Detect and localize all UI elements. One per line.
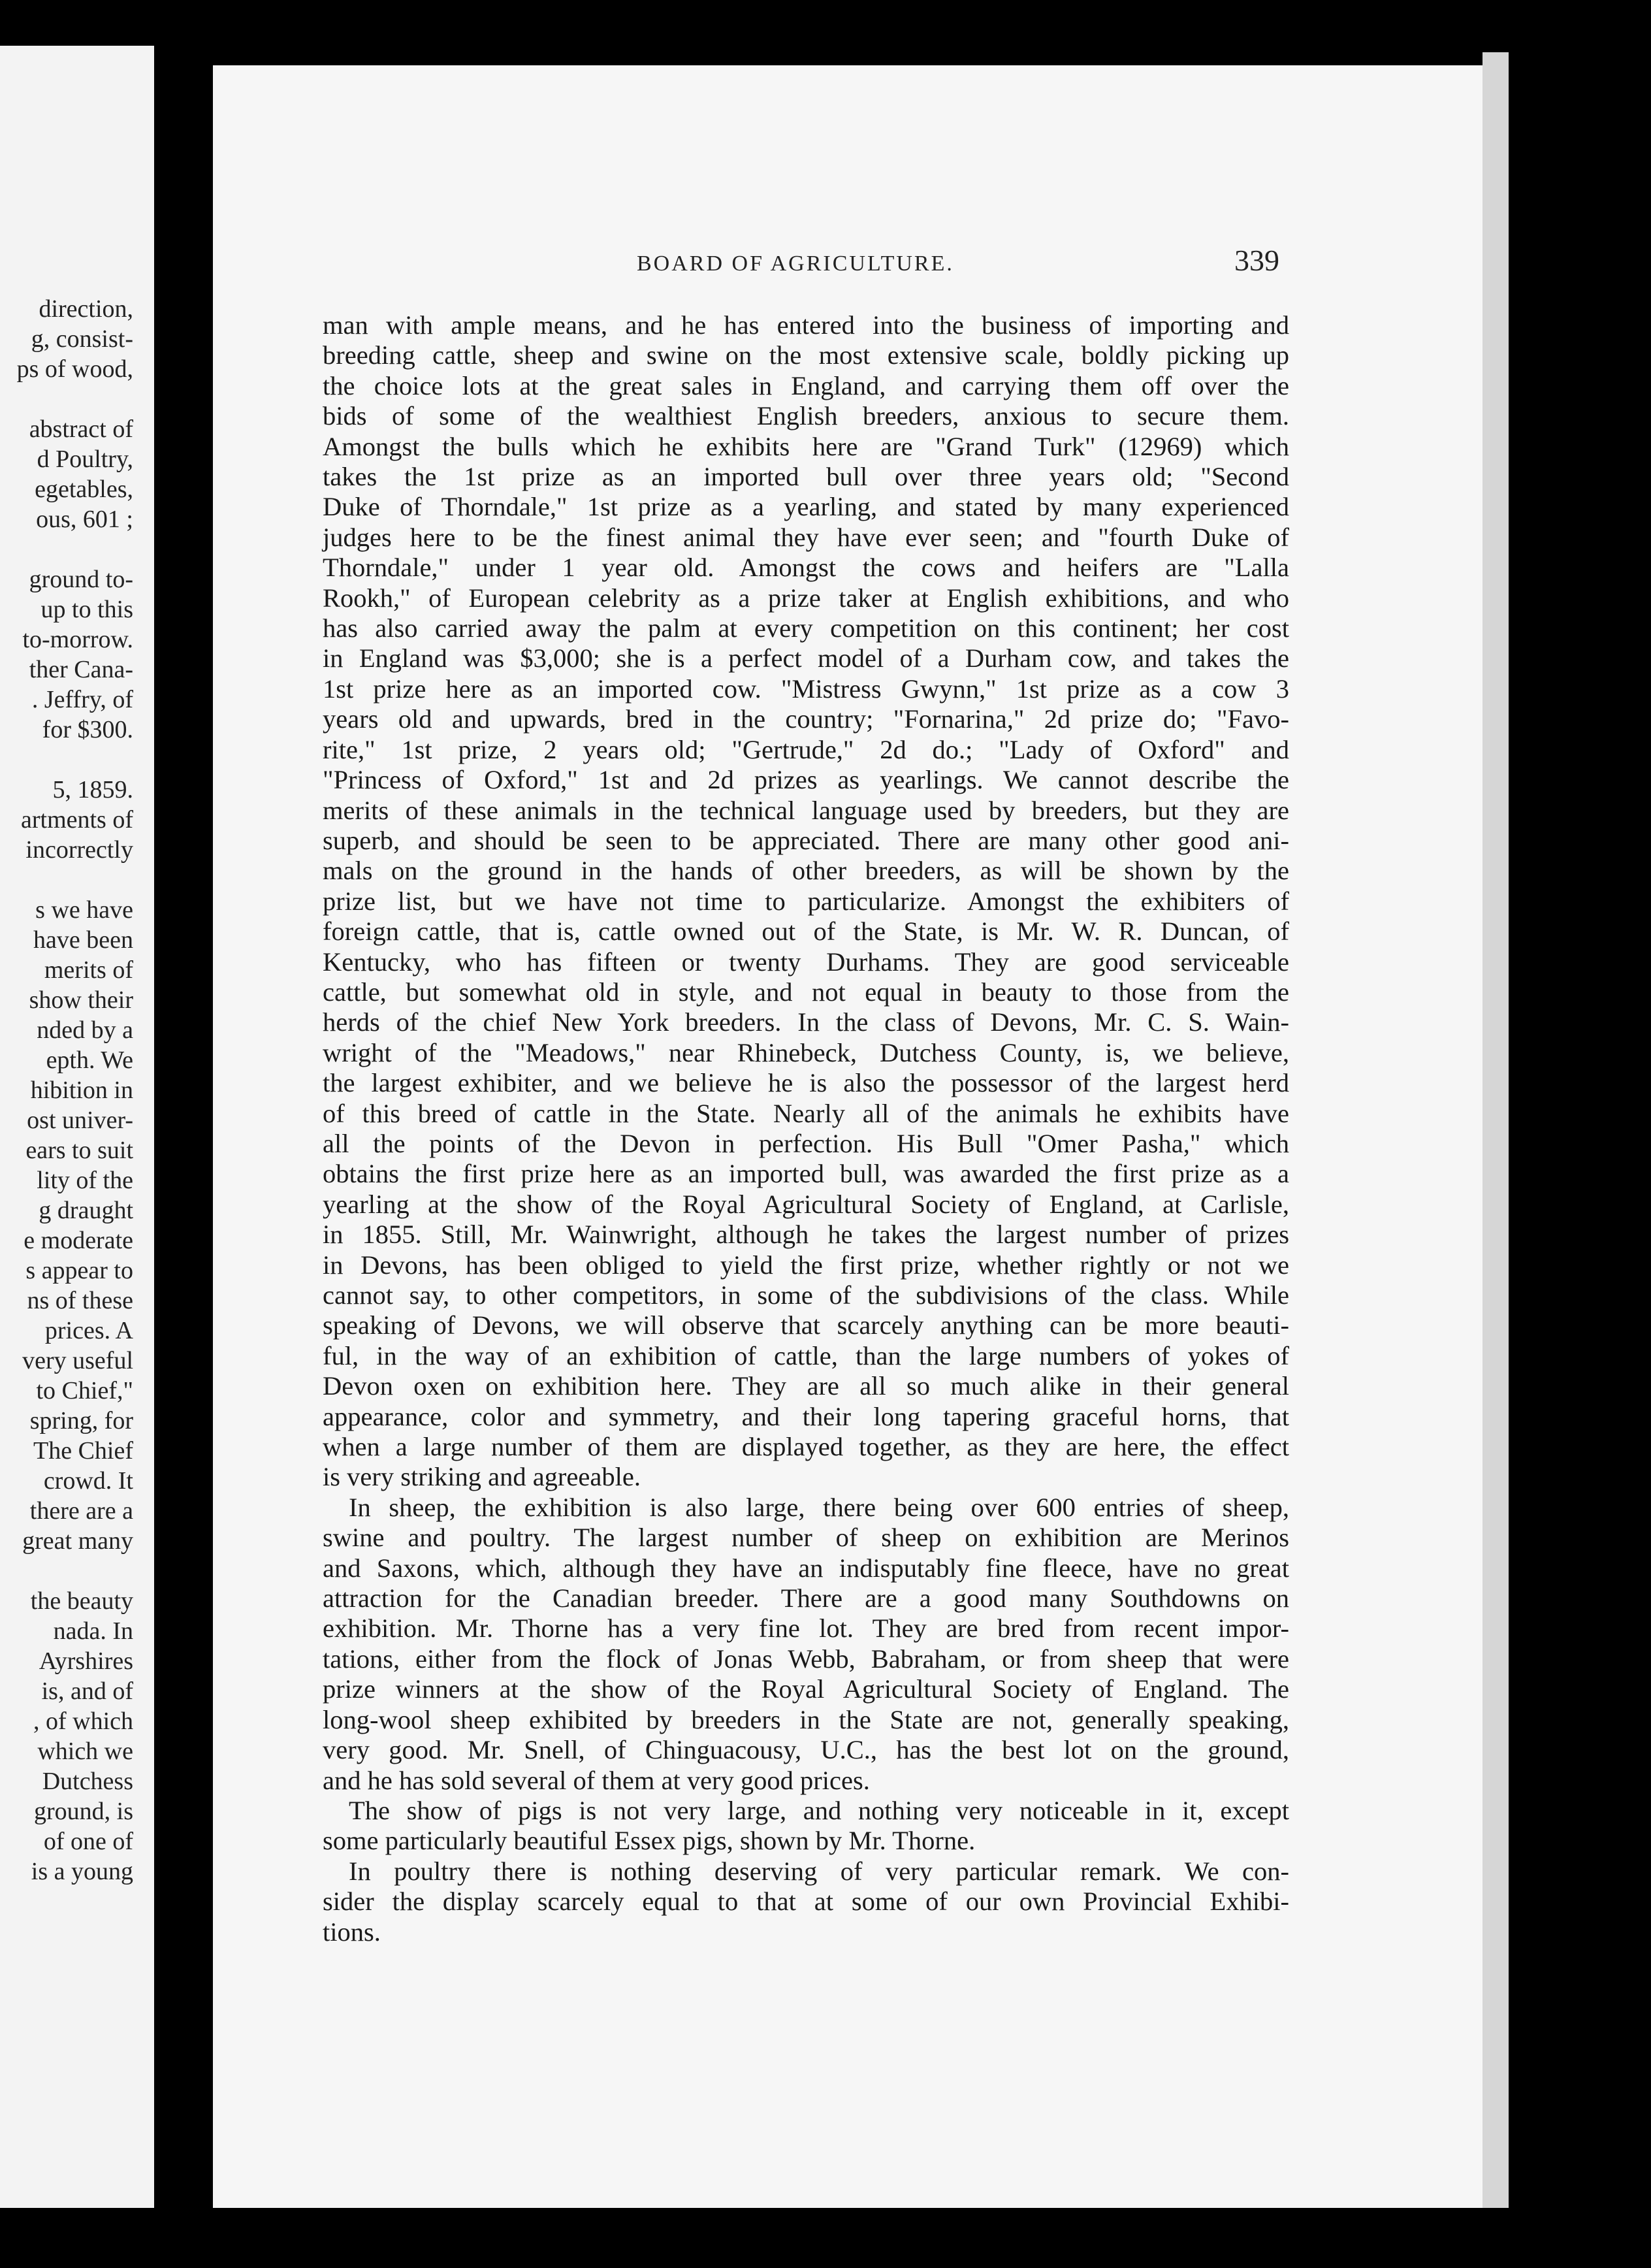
text-line: judges here to be the finest animal they have ever seen; and "fourth Duke of xyxy=(323,522,1289,552)
previous-page-fragment xyxy=(0,46,154,2208)
previous-page-line: for $300. xyxy=(42,716,133,743)
previous-page-line: the beauty xyxy=(30,1587,133,1615)
text-line: Kentucky, who has fifteen or twenty Durhams. They are good serviceable xyxy=(323,947,1289,977)
previous-page-line: , of which xyxy=(33,1708,133,1735)
text-line: sider the display scarcely equal to that at some of our own Provincial Exhibi- xyxy=(323,1887,1289,1917)
previous-page-line: ps of wood, xyxy=(16,355,133,383)
text-line: obtains the first prize here as an imported bull, was awarded the first prize as a xyxy=(323,1159,1289,1189)
text-line: superb, and should be seen to be appreciated. There are many other good ani- xyxy=(323,825,1289,855)
previous-page-line: ears to suit xyxy=(25,1137,133,1164)
previous-page-line: e moderate xyxy=(24,1227,133,1254)
text-line: ful, in the way of an exhibition of cattle, than the large numbers of yokes of xyxy=(323,1340,1289,1370)
text-line: wright of the "Meadows," near Rhinebeck, Dutchess County, is, we believe, xyxy=(323,1037,1289,1067)
text-line: exhibition. Mr. Thorne has a very fine lot. They are bred from recent impor- xyxy=(323,1613,1289,1644)
previous-page-text xyxy=(0,294,133,1887)
previous-page-line: . Jeffry, of xyxy=(31,686,133,713)
previous-page-line: g draught xyxy=(39,1197,133,1224)
previous-page-line: The Chief xyxy=(33,1437,133,1465)
text-line: in England was $3,000; she is a perfect model of a Durham cow, and takes the xyxy=(323,643,1289,673)
text-line: Devon oxen on exhibition here. They are all so much alike in their general xyxy=(323,1371,1289,1401)
text-line: In sheep, the exhibition is also large, there being over 600 entries of sheep, xyxy=(349,1492,1289,1522)
previous-page-line: s we have xyxy=(35,896,133,924)
body-text xyxy=(323,310,1289,1947)
previous-page-line: show their xyxy=(29,986,133,1014)
text-line: cannot say, to other competitors, in some of the subdivisions of the class. While xyxy=(323,1280,1289,1310)
previous-page-line: have been xyxy=(33,926,133,954)
text-line: takes the 1st prize as an imported bull over three years old; "Second xyxy=(323,462,1289,492)
text-line: prize list, but we have not time to particularize. Amongst the exhibiters of xyxy=(323,886,1289,916)
text-line: rite," 1st prize, 2 years old; "Gertrude," 2d do.; "Lady of Oxford" and xyxy=(323,734,1289,764)
text-line: the choice lots at the great sales in England, and carrying them off over the xyxy=(323,370,1289,400)
text-line: of this breed of cattle in the State. Nearly all of the animals he exhibits have xyxy=(323,1098,1289,1128)
text-line: appearance, color and symmetry, and their long tapering graceful horns, that xyxy=(323,1401,1289,1431)
previous-page-line: ground to- xyxy=(29,566,133,593)
text-line: and Saxons, which, although they have an indisputably fine fleece, have no great xyxy=(323,1553,1289,1583)
previous-page-line xyxy=(0,865,133,895)
previous-page-line: abstract of xyxy=(29,415,133,443)
book-gutter xyxy=(154,0,213,2268)
previous-page-line: incorrectly xyxy=(25,836,133,864)
previous-page-line: great many xyxy=(22,1527,133,1555)
text-line: long-wool sheep exhibited by breeders in the State are not, generally speaking, xyxy=(323,1704,1289,1734)
text-line: cattle, but somewhat old in style, and not equal in beauty to those from the xyxy=(323,977,1289,1007)
previous-page-line: egetables, xyxy=(35,476,133,503)
text-line: in Devons, has been obliged to yield the first prize, whether rightly or not we xyxy=(323,1250,1289,1280)
previous-page-line: Ayrshires xyxy=(39,1647,133,1675)
text-line: swine and poultry. The largest number of sheep on exhibition are Merinos xyxy=(323,1523,1289,1553)
previous-page-line xyxy=(0,1556,133,1586)
previous-page-line: epth. We xyxy=(46,1046,133,1074)
previous-page-line: very useful xyxy=(22,1347,133,1374)
previous-page-line: 5, 1859. xyxy=(52,776,133,803)
previous-page-line: to-morrow. xyxy=(22,626,133,653)
text-line: tations, either from the flock of Jonas Webb, Babraham, or from sheep that were xyxy=(323,1644,1289,1674)
previous-page-line: nded by a xyxy=(37,1016,133,1044)
text-line: herds of the chief New York breeders. In the class of Devons, Mr. C. S. Wain- xyxy=(323,1007,1289,1037)
previous-page-line: merits of xyxy=(44,956,133,984)
text-line: Thorndale," under 1 year old. Amongst the cows and heifers are "Lalla xyxy=(323,553,1289,583)
previous-page-line: artments of xyxy=(20,806,133,834)
previous-page-line: is, and of xyxy=(41,1677,133,1705)
text-line: yearling at the show of the Royal Agricultural Society of England, at Carlisle, xyxy=(323,1189,1289,1219)
text-line: when a large number of them are displayed together, as they are here, the effect xyxy=(323,1432,1289,1462)
previous-page-line xyxy=(0,384,133,414)
text-line: has also carried away the palm at every competition on this continent; her cost xyxy=(323,613,1289,643)
text-line: very good. Mr. Snell, of Chinguacousy, U.C., has the best lot on the ground, xyxy=(323,1735,1289,1765)
previous-page-line: ous, 601 ; xyxy=(36,506,133,533)
previous-page-line: lity of the xyxy=(37,1167,133,1194)
previous-page-line: ns of these xyxy=(27,1287,133,1314)
text-line: Duke of Thorndale," 1st prize as a yearling, and stated by many experienced xyxy=(323,492,1289,522)
page-number: 339 xyxy=(1234,244,1279,277)
previous-page-line: prices. A xyxy=(44,1317,133,1344)
previous-page-line xyxy=(0,745,133,775)
text-line: Rookh," of European celebrity as a prize taker at English exhibitions, and who xyxy=(323,583,1289,613)
previous-page-line: hibition in xyxy=(30,1077,133,1104)
previous-page-line: ther Cana- xyxy=(29,656,133,683)
text-line: foreign cattle, that is, cattle owned out of the State, is Mr. W. R. Duncan, of xyxy=(323,916,1289,947)
text-line: speaking of Devons, we will observe that scarcely anything can be more beauti- xyxy=(323,1310,1289,1340)
text-line: in 1855. Still, Mr. Wainwright, although he takes the largest number of prizes xyxy=(323,1220,1289,1250)
previous-page-line: ost univer- xyxy=(27,1107,133,1134)
previous-page-line: direction, xyxy=(39,295,133,323)
page-border-shadow xyxy=(1509,39,1651,2268)
text-line: breeding cattle, sheep and swine on the most extensive scale, boldly picking up xyxy=(323,340,1289,370)
text-line: The show of pigs is not very large, and nothing very noticeable in it, except xyxy=(349,1795,1289,1825)
previous-page-line: g, consist- xyxy=(31,325,133,353)
previous-page-line: up to this xyxy=(40,596,133,623)
text-line: all the points of the Devon in perfection. His Bull "Omer Pasha," which xyxy=(323,1128,1289,1158)
text-line: "Princess of Oxford," 1st and 2d prizes as yearlings. We cannot describe the xyxy=(323,765,1289,795)
text-line: years old and upwards, bred in the country; "Fornarina," 2d prize do; "Favo- xyxy=(323,704,1289,734)
previous-page-line xyxy=(0,534,133,564)
text-line: and he has sold several of them at very good prices. xyxy=(323,1765,870,1795)
previous-page-line: to Chief," xyxy=(36,1377,133,1404)
text-line: merits of these animals in the technical language used by breeders, but they are xyxy=(323,795,1289,825)
previous-page-line: spring, for xyxy=(29,1407,133,1434)
previous-page-line: d Poultry, xyxy=(37,446,133,473)
text-line: bids of some of the wealthiest English breeders, anxious to secure them. xyxy=(323,401,1289,431)
previous-page-line: nada. In xyxy=(53,1617,133,1645)
text-line: Amongst the bulls which he exhibits here are "Grand Turk" (12969) which xyxy=(323,431,1289,461)
page-edge xyxy=(1483,52,1509,2208)
text-line: mals on the ground in the hands of other breeders, as will be shown by the xyxy=(323,856,1289,886)
text-line: attraction for the Canadian breeder. There are a good many Southdowns on xyxy=(323,1583,1289,1613)
running-head: BOARD OF AGRICULTURE. xyxy=(637,251,954,276)
text-line: the largest exhibiter, and we believe he is also the possessor of the largest herd xyxy=(323,1068,1289,1098)
previous-page-line: Dutchess xyxy=(42,1768,133,1795)
previous-page-line: is a young xyxy=(31,1858,133,1885)
previous-page-line: of one of xyxy=(43,1828,133,1855)
text-line: In poultry there is nothing deserving of very particular remark. We con- xyxy=(349,1856,1289,1886)
previous-page-line: which we xyxy=(37,1738,133,1765)
previous-page-line: ground, is xyxy=(34,1798,133,1825)
previous-page-line: there are a xyxy=(29,1497,133,1525)
text-line: is very striking and agreeable. xyxy=(323,1462,641,1492)
text-line: man with ample means, and he has entered into the business of importing and xyxy=(323,310,1289,340)
text-line: some particularly beautiful Essex pigs, shown by Mr. Thorne. xyxy=(323,1826,976,1856)
previous-page-line: s appear to xyxy=(25,1257,133,1284)
text-line: tions. xyxy=(323,1917,381,1947)
previous-page-line: crowd. It xyxy=(43,1467,133,1495)
text-line: 1st prize here as an imported cow. "Mistress Gwynn," 1st prize as a cow 3 xyxy=(323,673,1289,704)
text-line: prize winners at the show of the Royal Agricultural Society of England. The xyxy=(323,1674,1289,1704)
